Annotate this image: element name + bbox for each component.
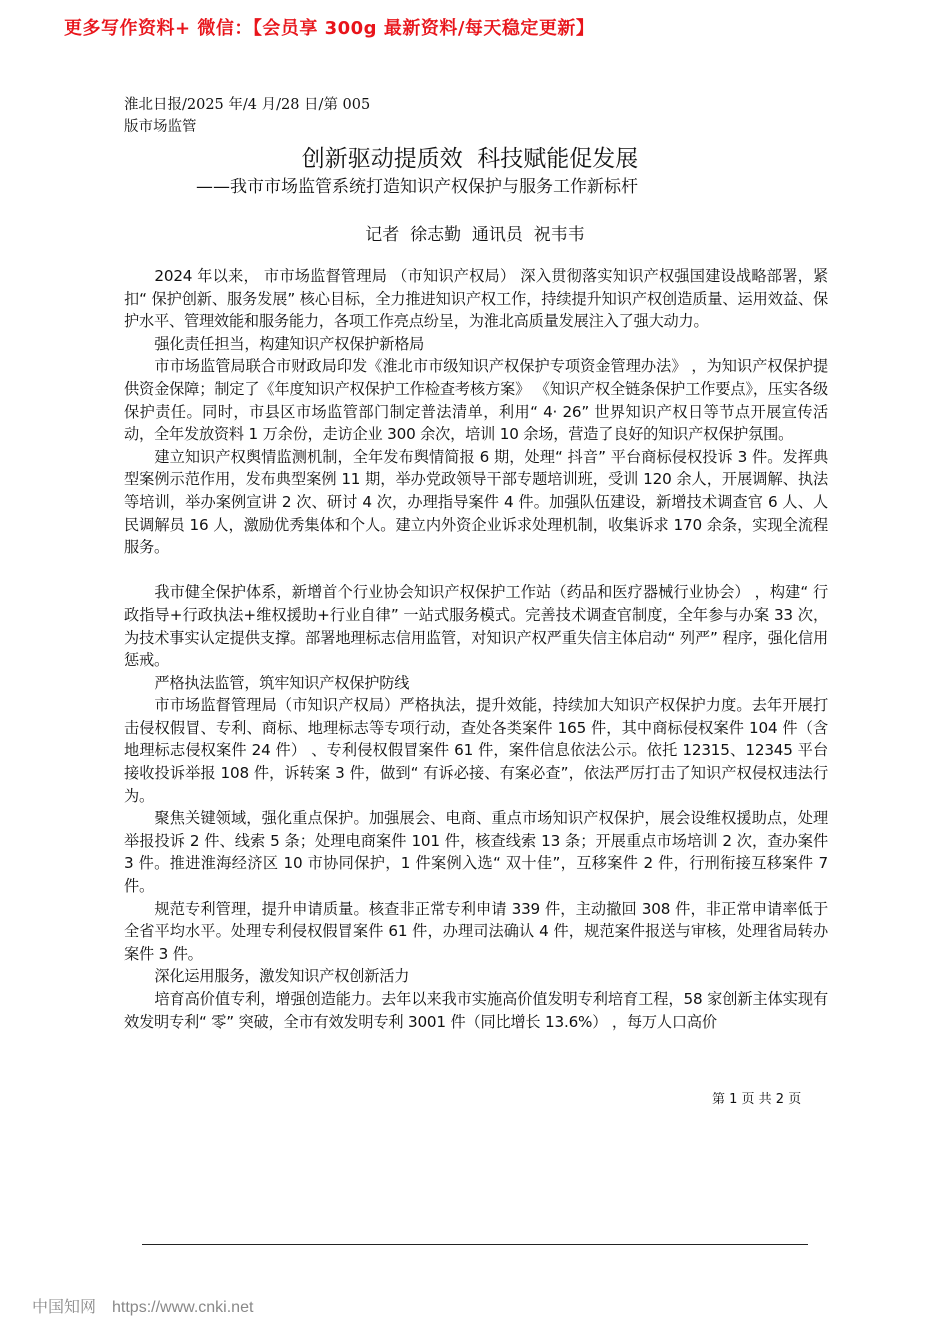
article-subtitle: ——我市市场监管系统打造知识产权保护与服务工作新标杆 xyxy=(196,177,638,197)
section-heading: 严格执法监管，筑牢知识产权保护防线 xyxy=(154,673,410,692)
source-line: 淮北日报/2025 年/4 月/28 日/第 005 xyxy=(124,97,371,113)
paragraph: 我市健全保护体系，新增首个行业协会知识产权保护工作站（药品和医疗器械行业协会） ，构建“ 行政指导+行政执法+维权援助+行业自律” 一站式服务模式。完善技术调查官制度，全年参与办案 33 次，为技术事实认定提供支撑。部署地理标志信用监管，对知识产权严重失信主体启动“ 列严” 程序，强化信用惩戒。 xyxy=(124,583,828,670)
paragraph: 市市场监督管理局（市知识产权局）严格执法，提升效能，持续加大知识产权保护力度。去年开展打击侵权假冒、专利、商标、地理标志等专项行动，查处各类案件 165 件，其中商标侵权案件 104 件（含地理标志侵权案件 24 件） 、专利侵权假冒案件 61 件，案件信息依法公示。依托 12315、12345 平台接收投诉举报 108 件，诉转案 3 件，做到“ 有诉必接、有案必查”，依法严厉打击了知识产权侵权违法行为。 xyxy=(124,696,828,805)
cnki-brand: 中国知网 xyxy=(32,1297,97,1316)
article-title xyxy=(0,140,950,173)
source-line: 版市场监管 xyxy=(124,119,197,135)
paragraph: 培育高价值专利，增强创造能力。去年以来我市实施高价值发明专利培育工程，58 家创新主体实现有效发明专利“ 零” 突破，全市有效发明专利 3001 件（同比增长 13.6%） ，每万人口高价 xyxy=(124,990,828,1031)
article-body xyxy=(124,265,828,1033)
section-heading: 强化责任担当，构建知识产权保护新格局 xyxy=(154,334,425,353)
section-heading: 深化运用服务，激发知识产权创新活力 xyxy=(154,967,410,986)
paragraph: 2024 年以来， 市市场监督管理局 （市知识产权局） 深入贯彻落实知识产权强国建设战略部署，紧扣“ 保护创新、服务发展” 核心目标，全力推进知识产权工作，持续提升知识产权创造质量、运用效益、保护水平、管理效能和服务能力，各项工作亮点纷呈，为淮北高质量发展注入了强大动力。 xyxy=(124,267,828,331)
promo-banner: 更多写作资料+ 微信：【会员享 300g 最新资料/每天稳定更新】 xyxy=(64,18,595,39)
footer-divider xyxy=(142,1244,808,1245)
source-citation xyxy=(124,94,370,138)
article-byline: 记者 徐志勤 通讯员 祝韦韦 xyxy=(365,225,585,245)
paragraph: 建立知识产权舆情监测机制，全年发布舆情简报 6 期，处理“ 抖音” 平台商标侵权投诉 3 件。发挥典型案例示范作用，发布典型案例 11 期，举办党政领导干部专题培训班，受训 120 余人，开展调解、执法等培训，举办案例宣讲 2 次、研讨 4 次，办理指导案件 4 件。加强队伍建设，新增技术调查官 6 人、人民调解员 16 人，激励优秀集体和个人。建立内外资企业诉求处理机制，收集诉求 170 余条，实现全流程服务。 xyxy=(124,447,828,557)
article-title-text: 创新驱动提质效 科技赋能促发展 xyxy=(301,146,639,172)
cnki-url[interactable]: https://www.cnki.net xyxy=(112,1299,254,1316)
paragraph: 聚焦关键领域，强化重点保护。加强展会、电商、重点市场知识产权保护，展会设维权援助点，处理举报投诉 2 件、线索 5 条；处理电商案件 101 件，核查线索 13 条；开展重点市场培训 2 次，查办案件 3 件。推进淮海经济区 10 市协同保护，1 件案例入选“ 双十佳”，互移案件 2 件，行刑衔接互移案件 7 件。 xyxy=(124,809,828,896)
paragraph: 规范专利管理，提升申请质量。核查非正常专利申请 339 件，主动撤回 308 件，非正常申请率低于全省平均水平。处理专利侵权假冒案件 61 件，办理司法确认 4 件，规范案件报送与审核，处理省局转办案件 3 件。 xyxy=(124,899,828,963)
paragraph: 市市场监管局联合市财政局印发《淮北市市级知识产权保护专项资金管理办法》 ，为知识产权保护提供资金保障；制定了《年度知识产权保护工作检查考核方案》 《知识产权全链条保护工作要点》，压实各级保护责任。同时，市县区市场监管部门制定普法清单，利用“ 4· 26” 世界知识产权日等节点开展宣传活动，全年发放资料 1 万余份，走访企业 300 余次，培训 10 余场，营造了良好的知识产权保护氛围。 xyxy=(124,357,828,444)
page-indicator: 第 1 页 共 2 页 xyxy=(712,1092,802,1107)
footer-watermark xyxy=(32,1294,253,1317)
